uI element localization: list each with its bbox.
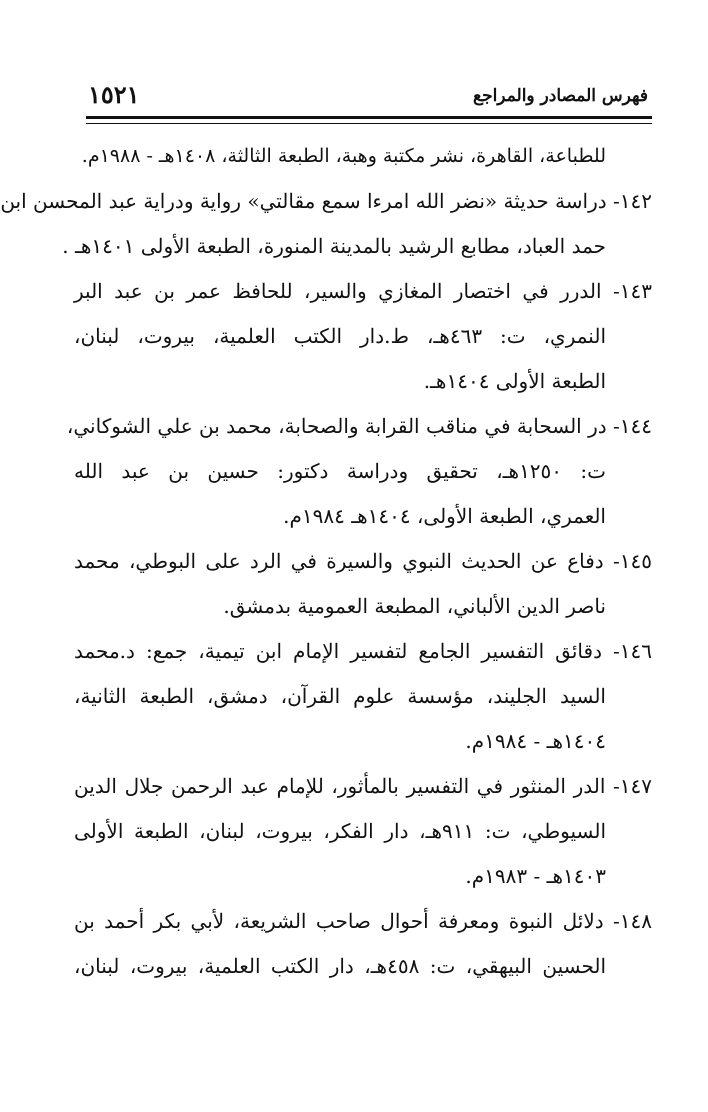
entry-line-145: ١٤٥- دفاع عن الحديث النبوي والسيرة في الرد على البوطي، محمد (74, 549, 652, 573)
text-line: النمري، ت: ٤٦٣هـ، ط.دار الكتب العلمية، بيروت، لبنان، (74, 324, 606, 348)
header-rule-thin (86, 123, 652, 124)
text-line: الطبعة الأولى ١٤٠٤هـ. (423, 369, 606, 393)
text-line: ت: ١٢٥٠هـ، تحقيق ودراسة دكتور: حسين بن عبد الله (74, 459, 606, 483)
text-line: السيوطي، ت: ٩١١هـ، دار الفكر، بيروت، لبنان، الطبعة الأولى (74, 819, 606, 843)
entry-line-146: ١٤٦- دقائق التفسير الجامع لتفسير الإمام ابن تيمية، جمع: د.محمد (74, 639, 652, 663)
entry-line-148: ١٤٨- دلائل النبوة ومعرفة أحوال صاحب الشريعة، لأبي بكر أحمد بن (74, 909, 652, 933)
entry-line-143: ١٤٣- الدرر في اختصار المغازي والسير، للحافظ عمر بن عبد البر (74, 279, 652, 303)
text-line: السيد الجليند، مؤسسة علوم القرآن، دمشق، الطبعة الثانية، (74, 684, 606, 708)
text-line: حمد العباد، مطابع الرشيد بالمدينة المنورة، الطبعة الأولى ١٤٠١هـ . (62, 234, 606, 258)
entry-line-144: ١٤٤- در السحابة في مناقب القرابة والصحابة، محمد بن علي الشوكاني، (66, 414, 652, 438)
entry-line-142: ١٤٢- دراسة حديثة «نضر الله امرءا سمع مقالتي» رواية ودراية عبد المحسن ابن (0, 189, 652, 213)
text-line: ١٤٠٤هـ - ١٩٨٤م. (465, 729, 606, 753)
page-number: ١٥٢١ (88, 80, 140, 109)
page-header (88, 80, 648, 116)
running-title: فهرس المصادر والمراجع (473, 86, 648, 106)
bibliography-text (0, 134, 652, 989)
text-line: ١٤٠٣هـ - ١٩٨٣م. (465, 864, 606, 888)
entry-line-147: ١٤٧- الدر المنثور في التفسير بالمأثور، للإمام عبد الرحمن جلال الدين (74, 774, 652, 798)
text-line: الحسين البيهقي، ت: ٤٥٨هـ، دار الكتب العلمية، بيروت، لبنان، (74, 954, 607, 978)
text-line: ناصر الدين الألباني، المطبعة العمومية بدمشق. (223, 594, 606, 618)
header-rule-thick (86, 116, 652, 119)
text-line: العمري، الطبعة الأولى، ١٤٠٤هـ ١٩٨٤م. (283, 504, 606, 528)
text-line: للطباعة، القاهرة، نشر مكتبة وهبة، الطبعة الثالثة، ١٤٠٨هـ - ١٩٨٨م. (81, 145, 606, 167)
